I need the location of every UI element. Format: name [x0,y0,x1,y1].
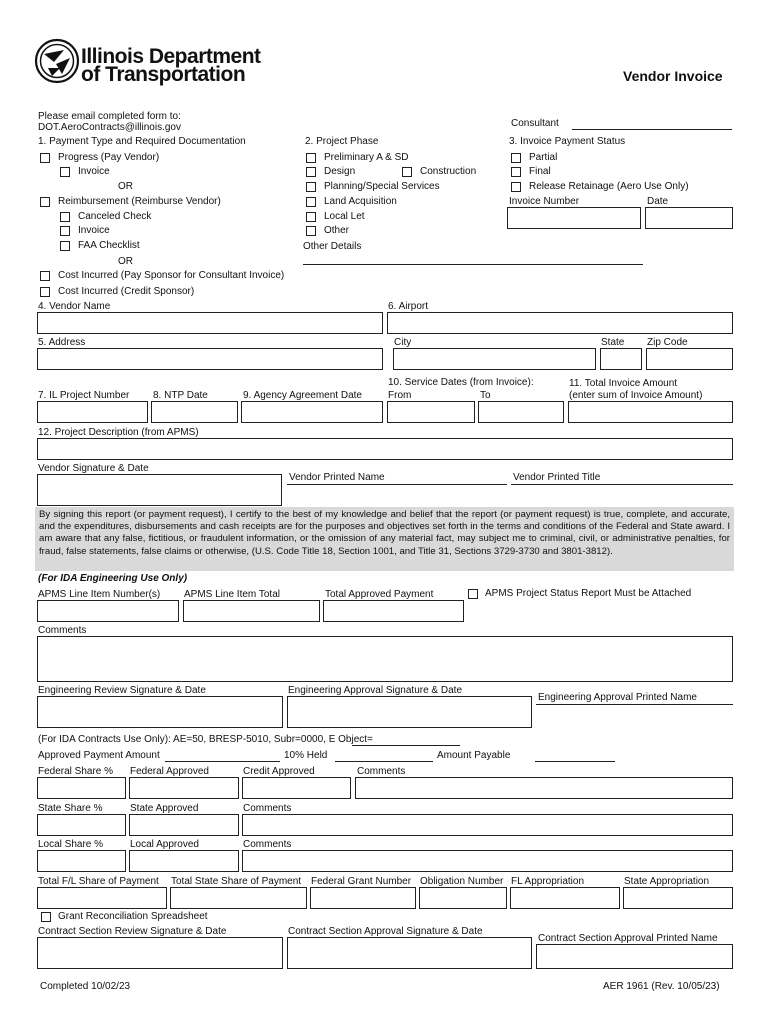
progress-label: Progress (Pay Vendor) [58,152,160,163]
partial-checkbox[interactable] [511,153,521,163]
partial-label: Partial [529,152,558,163]
eng-review-sig-label: Engineering Review Signature & Date [38,685,206,696]
completed-date: Completed 10/02/23 [40,981,131,992]
from-label: From [388,390,412,401]
grant-recon-label: Grant Reconciliation Spreadsheet [58,911,208,922]
to-label: To [480,390,491,401]
construction-label: Construction [420,166,477,177]
address-field[interactable] [37,348,383,370]
invoice-date-field[interactable] [645,207,733,229]
federal-share-label: Federal Share % [38,766,114,777]
apms-item-number-label: APMS Line Item Number(s) [38,589,161,600]
federal-grant-field[interactable] [310,887,416,909]
total-approved-label: Total Approved Payment [325,589,434,600]
apms-item-total-field[interactable] [183,600,320,622]
prelim-checkbox[interactable] [306,153,316,163]
vendor-name-label: 4. Vendor Name [38,301,111,312]
total-state-field[interactable] [170,887,307,909]
project-desc-label: 12. Project Description (from APMS) [38,427,199,438]
section2-title: 2. Project Phase [305,136,379,147]
held-line[interactable] [335,761,433,762]
airport-field[interactable] [387,312,733,334]
construction-checkbox[interactable] [402,167,412,177]
service-dates-label: 10. Service Dates (from Invoice): [388,377,534,388]
fl-appropriation-field[interactable] [510,887,620,909]
section3-title: 3. Invoice Payment Status [509,136,626,147]
vendor-printed-title-line[interactable] [511,484,733,485]
total-approved-field[interactable] [323,600,464,622]
org-name-line2: of Transportation [81,63,246,86]
consultant-line[interactable] [572,129,732,130]
date-label: Date [647,196,669,207]
total-invoice-sub-label: (enter sum of Invoice Amount) [569,390,703,401]
federal-grant-label: Federal Grant Number [311,876,412,887]
other-checkbox[interactable] [306,226,316,236]
total-fl-label: Total F/L Share of Payment [38,876,159,887]
local-share-field[interactable] [37,850,126,872]
canceled-check-label: Canceled Check [78,211,152,222]
zip-label: Zip Code [647,337,688,348]
reimb-invoice-checkbox[interactable] [60,226,70,236]
planning-checkbox[interactable] [306,182,316,192]
city-label: City [394,337,412,348]
project-desc-field[interactable] [37,438,733,460]
state-comments-field[interactable] [242,814,733,836]
total-invoice-label: 11. Total Invoice Amount [569,378,678,389]
release-retainage-label: Release Retainage (Aero Use Only) [529,181,689,192]
state-field[interactable] [600,348,642,370]
idot-logo-icon [34,38,80,87]
land-checkbox[interactable] [306,197,316,207]
local-approved-label: Local Approved [130,839,199,850]
federal-approved-field[interactable] [129,777,239,799]
zip-field[interactable] [646,348,733,370]
or-label: OR [118,181,133,192]
cost-incurred-pay-checkbox[interactable] [40,271,50,281]
reimb-invoice-label: Invoice [78,225,110,236]
address-label: 5. Address [38,337,86,348]
state-approved-field[interactable] [129,814,239,836]
planning-label: Planning/Special Services [324,181,440,192]
state-appropriation-field[interactable] [623,887,733,909]
from-date-field[interactable] [387,401,475,423]
form-title: Vendor Invoice [623,68,723,84]
agency-agreement-label: 9. Agency Agreement Date [243,390,362,401]
vendor-sig-field[interactable] [37,474,282,506]
faa-checklist-label: FAA Checklist [78,240,140,251]
local-let-label: Local Let [324,211,365,222]
eng-comments-label: Comments [38,625,87,636]
ntp-date-field[interactable] [151,401,238,423]
other-details-label: Other Details [303,241,362,252]
apms-status-label: APMS Project Status Report Must be Attached [485,588,692,599]
grant-recon-checkbox[interactable] [41,912,51,922]
cost-incurred-credit-label: Cost Incurred (Credit Sponsor) [58,286,195,297]
local-comments-label: Comments [243,839,292,850]
vendor-printed-name-line[interactable] [287,484,507,485]
land-label: Land Acquisition [324,196,397,207]
email-address: DOT.AeroContracts@illinois.gov [38,122,181,133]
local-let-checkbox[interactable] [306,212,316,222]
total-invoice-field[interactable] [568,401,733,423]
local-comments-field[interactable] [242,850,733,872]
agency-agreement-field[interactable] [241,401,383,423]
cs-review-sig-field[interactable] [37,937,283,969]
final-label: Final [529,166,551,177]
credit-approved-field[interactable] [242,777,351,799]
federal-comments-label: Comments [357,766,406,777]
form-number: AER 1961 (Rev. 10/05/23) [603,981,720,992]
cs-approval-name-field[interactable] [536,944,733,969]
certification-text: By signing this report (or payment request), I certify to the best of my knowledge and belief that the report (or payment request) is true, complete, and accurate, and the expenditures, disbursements and cash receipts are for the purposes and objectives set forth in the terms and conditions of the Federal and State award. I am aware that any false, fictitious, or fraudulent information, or the omission of any material fact, may subject me to criminal, civil, or administrative penalties, for fraud, false statements, false claims or otherwise, (U.S. Code Title 18, Section 1001, and Title 31, Sections 3729-3730 and 3801-3812). [39,509,730,557]
apms-item-total-label: APMS Line Item Total [184,589,280,600]
credit-approved-label: Credit Approved [243,766,315,777]
final-checkbox[interactable] [511,167,521,177]
invoice-number-label: Invoice Number [509,196,580,207]
state-comments-label: Comments [243,803,292,814]
state-appropriation-label: State Appropriation [624,876,710,887]
reimbursement-checkbox[interactable] [40,197,50,207]
amount-payable-line[interactable] [535,761,615,762]
canceled-check-checkbox[interactable] [60,212,70,222]
release-retainage-checkbox[interactable] [511,182,521,192]
eng-approval-sig-label: Engineering Approval Signature & Date [288,685,463,696]
ntp-date-label: 8. NTP Date [153,390,208,401]
cs-approval-sig-label: Contract Section Approval Signature & Date [288,926,483,937]
vendor-sig-label: Vendor Signature & Date [38,463,149,474]
state-share-field[interactable] [37,814,126,836]
consultant-label: Consultant [511,118,559,129]
local-share-label: Local Share % [38,839,104,850]
state-label: State [601,337,625,348]
design-label: Design [324,166,356,177]
progress-invoice-label: Invoice [78,166,110,177]
email-instruction: Please email completed form to: [38,111,181,122]
il-project-label: 7. IL Project Number [38,390,130,401]
org-name-line1: Illinois Department [81,45,261,68]
eng-approval-name-line[interactable] [536,704,733,705]
federal-comments-field[interactable] [355,777,733,799]
apms-item-number-field[interactable] [37,600,179,622]
fl-appropriation-label: FL Appropriation [511,876,585,887]
cost-incurred-pay-label: Cost Incurred (Pay Sponsor for Consultant Invoice) [58,270,285,281]
cost-incurred-credit-checkbox[interactable] [40,287,50,297]
or-label-2: OR [118,256,133,267]
certification-block [35,507,734,571]
progress-invoice-checkbox[interactable] [60,167,70,177]
eng-approval-sig-field[interactable] [287,696,532,728]
faa-checklist-checkbox[interactable] [60,241,70,251]
to-date-field[interactable] [478,401,564,423]
section1-title: 1. Payment Type and Required Documentation [38,136,246,147]
il-project-field[interactable] [37,401,148,423]
vendor-printed-title-label: Vendor Printed Title [513,472,601,483]
obligation-field[interactable] [419,887,507,909]
state-share-label: State Share % [38,803,103,814]
vendor-name-field[interactable] [37,312,383,334]
local-approved-field[interactable] [129,850,239,872]
eng-approval-name-label: Engineering Approval Printed Name [538,692,697,703]
e-object-line[interactable] [352,745,460,746]
design-checkbox[interactable] [306,167,316,177]
prelim-label: Preliminary A & SD [324,152,409,163]
cs-approval-name-label: Contract Section Approval Printed Name [538,933,718,944]
ida-contracts-heading: (For IDA Contracts Use Only): AE=50, BRESP-5010, Subr=0000, E Object= [38,734,373,745]
other-label: Other [324,225,350,236]
federal-share-field[interactable] [37,777,126,799]
eng-review-sig-field[interactable] [37,696,283,728]
reimbursement-label: Reimbursement (Reimburse Vendor) [58,196,221,207]
eng-comments-field[interactable] [37,636,733,682]
total-fl-field[interactable] [37,887,167,909]
amount-payable-label: Amount Payable [437,750,511,761]
vendor-printed-name-label: Vendor Printed Name [289,472,385,483]
total-state-label: Total State Share of Payment [171,876,302,887]
apms-status-checkbox[interactable] [468,589,478,599]
approved-payment-label: Approved Payment Amount [38,750,160,761]
progress-checkbox[interactable] [40,153,50,163]
airport-label: 6. Airport [388,301,429,312]
federal-approved-label: Federal Approved [130,766,209,777]
held-label: 10% Held [284,750,328,761]
approved-payment-line[interactable] [165,761,280,762]
other-details-line[interactable] [303,264,643,265]
cs-review-sig-label: Contract Section Review Signature & Date [38,926,227,937]
city-field[interactable] [393,348,596,370]
state-approved-label: State Approved [130,803,199,814]
invoice-number-field[interactable] [507,207,641,229]
cs-approval-sig-field[interactable] [287,937,532,969]
ida-eng-heading: (For IDA Engineering Use Only) [38,573,188,584]
obligation-label: Obligation Number [420,876,504,887]
